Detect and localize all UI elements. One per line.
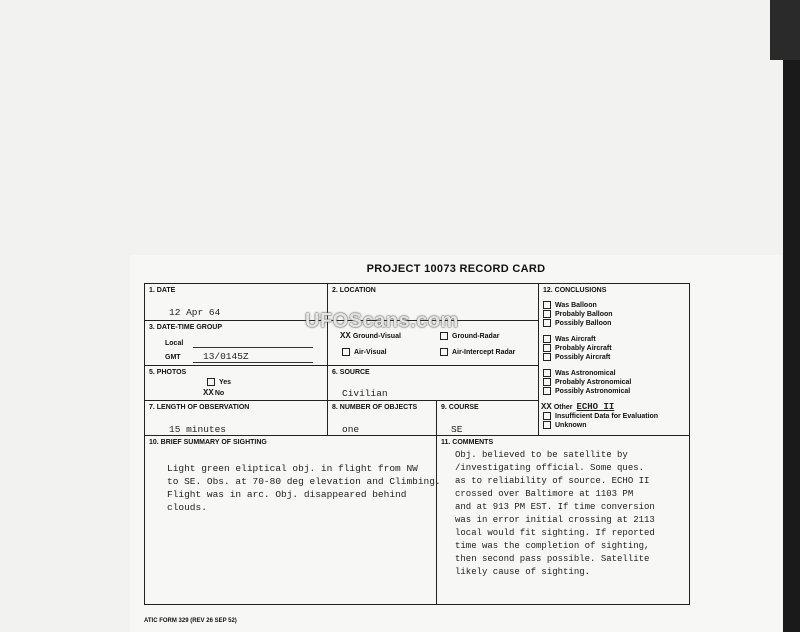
- form-footer: ATIC FORM 329 (REV 26 SEP 52): [144, 618, 237, 624]
- comments-line: Obj. believed to be satellite by: [455, 450, 628, 460]
- photos-yes-label: Yes: [219, 378, 232, 386]
- card-title: PROJECT 10073 RECORD CARD: [366, 263, 546, 275]
- summary-line: Flight was in arc. Obj. disappeared behind: [167, 489, 407, 500]
- comments-line: was in error initial crossing at 2113: [455, 515, 655, 525]
- length-value: 15 minutes: [169, 424, 227, 435]
- conclusion-insufficient-data: [543, 412, 658, 420]
- conclusion-was-balloon: [543, 301, 597, 309]
- comments-line: then second pass possible. Satellite: [455, 554, 650, 564]
- gmt-line: [193, 362, 313, 363]
- conclusion-probably-aircraft: [543, 344, 612, 352]
- conclusion-unknown-label: Unknown: [555, 421, 587, 429]
- conclusions-label: 12. CONCLUSIONS: [543, 287, 607, 294]
- conclusion-probably-balloon: [543, 310, 613, 318]
- conclusion-was-astronomical-label: Was Astronomical: [555, 369, 616, 377]
- summary-text: [167, 462, 441, 514]
- comments-line: time was the completion of sighting,: [455, 541, 650, 551]
- photos-no-option: [203, 388, 224, 398]
- air-intercept-radar-option: [440, 348, 515, 356]
- scan-dark-edge: [783, 0, 800, 632]
- summary-label: 10. BRIEF SUMMARY OF SIGHTING: [149, 439, 267, 446]
- comments-cell: [436, 435, 690, 605]
- comments-line: local would fit sighting. If reported: [455, 528, 655, 538]
- summary-line: Light green eliptical obj. in flight from NW: [167, 463, 418, 474]
- ground-radar-option: [440, 332, 499, 340]
- ground-visual-label: Ground-Visual: [352, 333, 401, 340]
- local-line: [193, 347, 313, 348]
- conclusion-probably-astronomical: [543, 378, 631, 386]
- course-label: 9. COURSE: [441, 404, 479, 411]
- air-visual-label: Air-Visual: [354, 348, 387, 356]
- conclusion-possibly-aircraft-label: Possibly Aircraft: [555, 353, 611, 361]
- date-label: 1. DATE: [149, 287, 176, 294]
- summary-line: to SE. Obs. at 70-80 deg elevation and Climbing.: [167, 476, 441, 487]
- date-time-group-cell: [144, 320, 328, 366]
- watermark-logo: UFOScans.com: [305, 310, 459, 332]
- course-cell: [436, 400, 539, 436]
- objects-value: one: [342, 424, 360, 435]
- date-value: 12 Apr 64: [169, 307, 221, 318]
- ground-visual-mark: XX: [340, 331, 351, 341]
- air-intercept-radar-label: Air-Intercept Radar: [452, 348, 516, 356]
- conclusions-cell: [538, 283, 690, 436]
- photos-yes-option: [207, 378, 231, 386]
- length-cell: [144, 400, 328, 436]
- gmt-label: GMT: [165, 354, 181, 361]
- length-label: 7. LENGTH OF OBSERVATION: [149, 404, 250, 411]
- comments-line: crossed over Baltimore at 1103 PM: [455, 489, 634, 499]
- comments-line: and at 913 PM EST. If time conversion: [455, 502, 655, 512]
- objects-label: 8. NUMBER OF OBJECTS: [332, 404, 418, 411]
- conclusion-was-balloon-label: Was Balloon: [555, 301, 597, 309]
- photos-no-mark: XX: [203, 388, 214, 398]
- date-cell: [144, 283, 328, 321]
- conclusion-possibly-astronomical: [543, 387, 630, 395]
- local-label: Local: [165, 340, 184, 347]
- conclusion-possibly-aircraft: [543, 353, 610, 361]
- conclusion-probably-astronomical-label: Probably Astronomical: [555, 378, 632, 386]
- comments-line: as to reliability of source. ECHO II: [455, 476, 650, 486]
- comments-line: likely cause of sighting.: [455, 567, 591, 577]
- date-time-group-label: 3. DATE-TIME GROUP: [149, 324, 222, 331]
- conclusion-other-mark: XX: [541, 402, 552, 412]
- conclusion-other: [541, 402, 614, 412]
- conclusion-possibly-astronomical-label: Possibly Astronomical: [555, 387, 631, 395]
- conclusion-unknown: [543, 421, 587, 429]
- conclusion-possibly-balloon-label: Possibly Balloon: [555, 319, 612, 327]
- ground-radar-label: Ground-Radar: [452, 332, 500, 340]
- comments-line: /investigating official. Some ques.: [455, 463, 645, 473]
- photos-cell: [144, 365, 328, 401]
- summary-line: clouds.: [167, 502, 207, 513]
- photos-label: 5. PHOTOS: [149, 369, 187, 376]
- conclusion-other-value: ECHO II: [576, 402, 615, 412]
- summary-cell: [144, 435, 441, 605]
- conclusion-was-aircraft-label: Was Aircraft: [555, 335, 596, 343]
- course-value: SE: [451, 424, 463, 435]
- comments-label: 11. COMMENTS: [441, 439, 494, 446]
- source-cell: [327, 365, 539, 401]
- source-label: 6. SOURCE: [332, 369, 370, 376]
- conclusion-was-astronomical: [543, 369, 616, 377]
- objects-cell: [327, 400, 437, 436]
- gmt-value: 13/0145Z: [203, 351, 249, 362]
- source-value: Civilian: [342, 388, 388, 399]
- conclusion-insufficient-data-label: Insufficient Data for Evaluation: [555, 412, 659, 420]
- air-visual-option: [342, 348, 387, 356]
- conclusion-probably-aircraft-label: Probably Aircraft: [555, 344, 612, 352]
- scan-dark-corner: [770, 0, 800, 60]
- conclusion-was-aircraft: [543, 335, 596, 343]
- location-label: 2. LOCATION: [332, 287, 376, 294]
- conclusion-other-label: Other: [553, 404, 573, 411]
- photos-no-label: No: [214, 390, 225, 397]
- conclusion-possibly-balloon: [543, 319, 611, 327]
- comments-text: [455, 449, 655, 579]
- conclusion-probably-balloon-label: Probably Balloon: [555, 310, 613, 318]
